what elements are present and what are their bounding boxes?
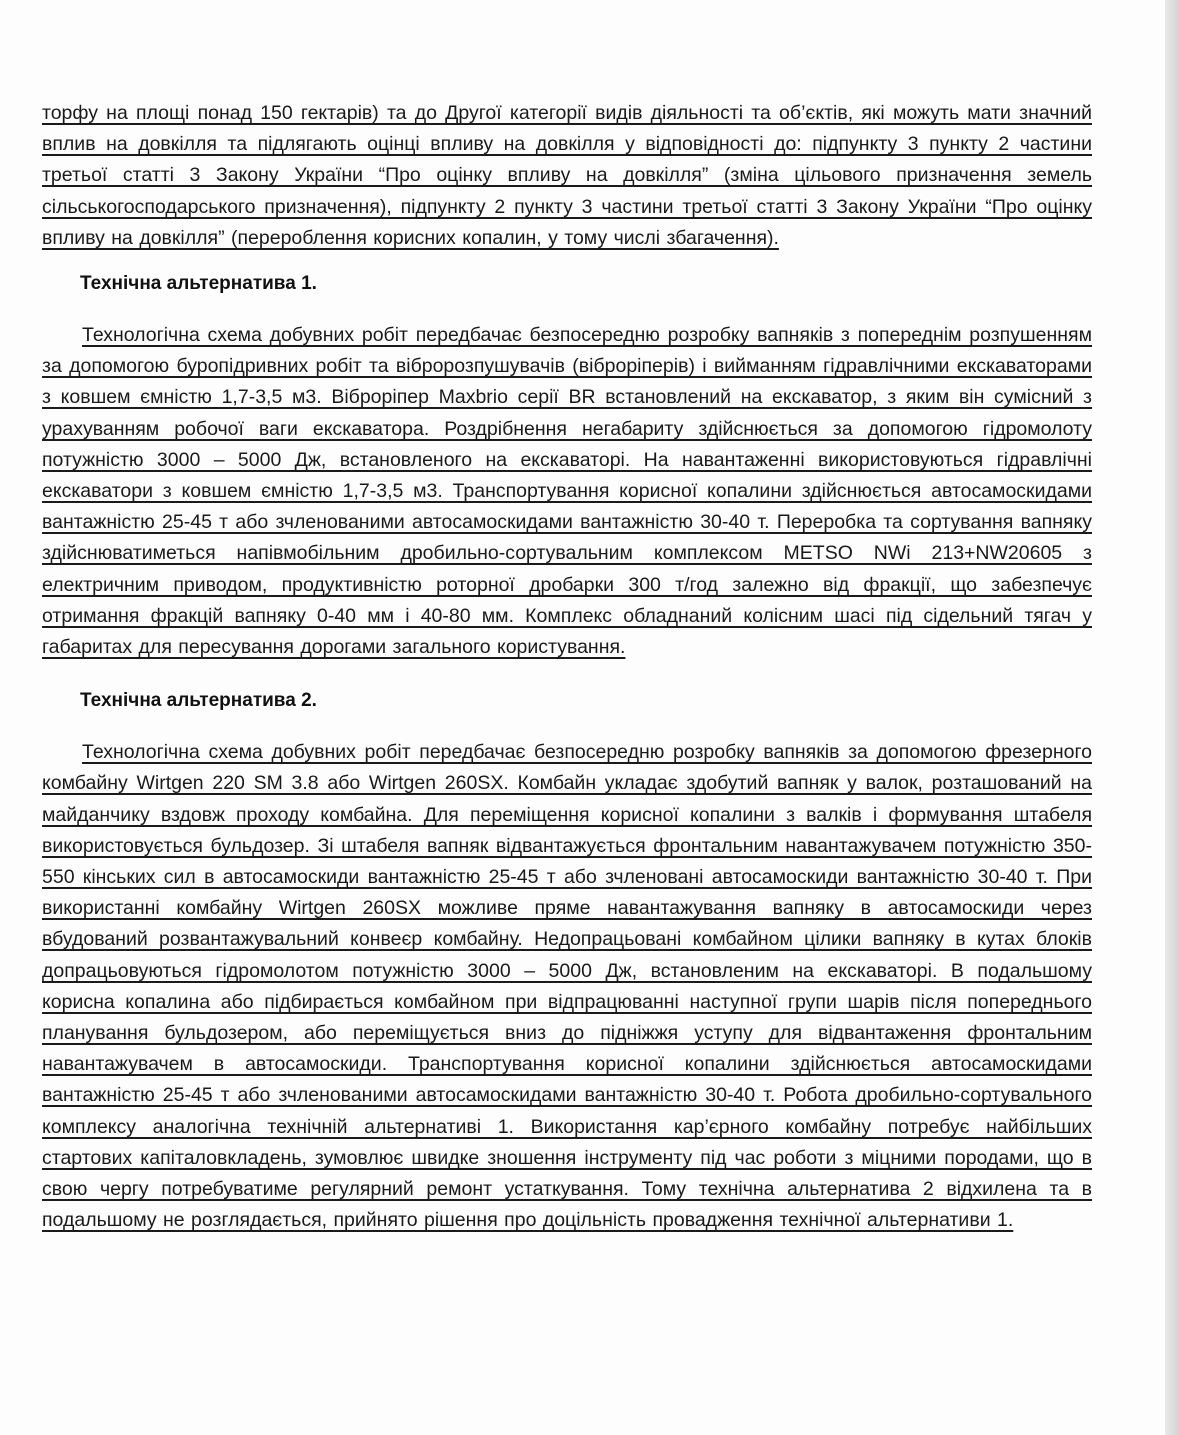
document-body (42, 98, 1092, 1237)
section-heading-alternative-1: Технічна альтернатива 1. (80, 273, 317, 295)
intro-paragraph: торфу на площі понад 150 гектарів) та до Другої категорії видів діяльності та об’єктів, які можуть мати значний вплив на довкілля та підлягають оцінці впливу на довкілля у відповідності до: підпункту 3 пункту 2 частини третьої статті 3 Закону України “Про оцінку впливу на довкілля” (зміна цільового призначення земель сільськогосподарського призначення), підпункту 2 пункту 3 частини третьої статті 3 Закону України “Про оцінку впливу на довкілля” (перероблення корисних копалин, у тому числі збагачення). (42, 102, 1092, 249)
section-heading-alternative-2: Технічна альтернатива 2. (80, 690, 317, 712)
alternative-1-paragraph: Технологічна схема добувних робіт передбачає безпосередню розробку вапняків з попереднім розпушенням за допомогою буропідривних робіт та вібророзпушувачів (віброріперів) і вийманням гідравлічними екскаваторами з ковшем ємністю 1,7-3,5 м3. Віброріпер Maxbrio серії BR встановлений на екскаватор, з яким він сумісний з урахуванням робочої ваги екскаватора. Роздрібнення негабариту здійснюється за допомогою гідромолоту потужністю 3000 – 5000 Дж, встановленого на екскаваторі. На навантаженні використовуються гідравлічні екскаватори з ковшем ємністю 1,7-3,5 м3. Транспортування корисної копалини здійснюється автосамоскидами вантажністю 25-45 т або зчленованими автосамоскидами вантажністю 30-40 т. Переробка та сортування вапняку здійснюватиметься напівмобільним дробильно-сортувальним комплексом METSO NWi 213+NW20605 з електричним приводом, продуктивністю роторної дробарки 300 т/год залежно від фракції, що забезпечує отримання фракцій вапняку 0-40 мм і 40-80 мм. Комплекс обладнаний колісним шасі під сідельний тягач у габаритах для пересування дорогами загального користування. (42, 324, 1092, 659)
page-edge-shadow (1165, 0, 1179, 1435)
alternative-2-paragraph: Технологічна схема добувних робіт передбачає безпосередню розробку вапняків за допомогою фрезерного комбайну Wirtgen 220 SM 3.8 або Wirtgen 260SX. Комбайн укладає здобутий вапняк у валок, розташований на майданчику вздовж проходу комбайна. Для переміщення корисної копалини з валків і формування штабеля використовується бульдозер. Зі штабеля вапняк відвантажується фронтальним навантажувачем потужністю 350-550 кінських сил в автосамоскиди вантажністю 25-45 т або зчленовані автосамоскиди вантажністю 30-40 т. При використанні комбайну Wirtgen 260SX можливе пряме навантажування вапняку в автосамоскиди через вбудований розвантажувальний конвеєр комбайну. Недопрацьовані комбайном цілики вапняку в кутах блоків допрацьовуються гідромолотом потужністю 3000 – 5000 Дж, встановленим на екскаваторі. В подальшому корисна копалина або підбирається комбайном при відпрацюванні наступної групи шарів після попереднього планування бульдозером, або переміщується вниз до підніжжя уступу для відвантаження фронтальним навантажувачем в автосамоскиди. Транспортування корисної копалини здійснюється автосамоскидами вантажністю 25-45 т або зчленованими автосамоскидами вантажністю 30-40 т. Робота дробильно-сортувального комплексу аналогічна технічній альтернативі 1. Використання кар’єрного комбайну потребує найбільших стартових капіталовкладень, зумовлює швидке зношення інструменту під час роботи з міцними породами, що в свою чергу потребуватиме регулярний ремонт устаткування. Тому технічна альтернатива 2 відхилена та в подальшому не розглядається, прийнято рішення про доцільність провадження технічної альтернативи 1. (42, 741, 1092, 1232)
